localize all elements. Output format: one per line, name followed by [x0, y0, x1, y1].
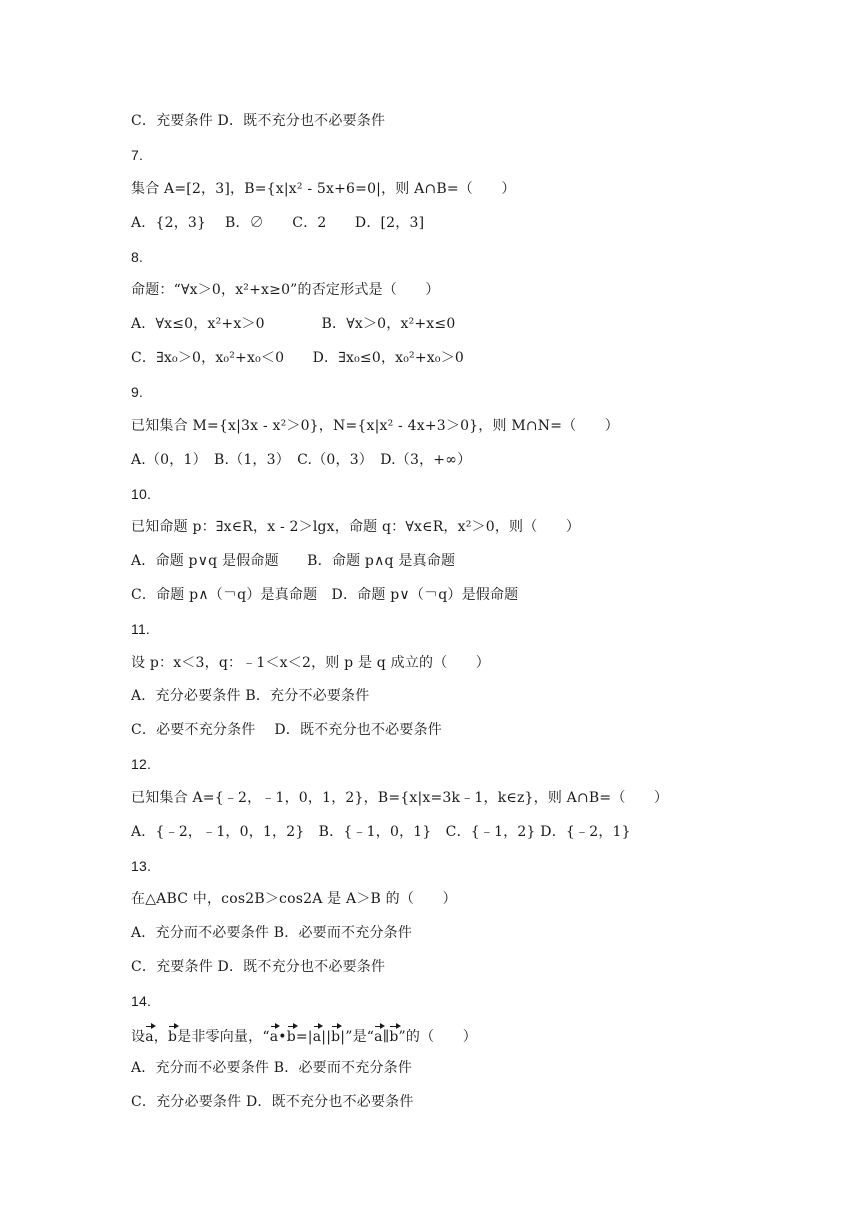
q14-mid1: 是非零向量，“ — [177, 1029, 270, 1045]
q9-stem: 已知集合 M={x|3x - x²＞0}，N={x|x² - 4x+3＞0}，则 M∩N=（ ） — [131, 418, 619, 434]
q14-suffix: ”的（ ） — [398, 1029, 477, 1045]
q12-options: A．{﹣2，﹣1，0，1，2} B．{﹣1，0，1} C．{﹣1，2} D．{﹣2，1} — [131, 824, 631, 840]
q10-number: 10. — [131, 486, 152, 502]
q6-options-cd: C．充要条件 D．既不充分也不必要条件 — [131, 113, 386, 129]
q8-stem: 命题：“∀x＞0，x²+x≥0”的否定形式是（ ） — [131, 282, 440, 298]
q14-mid2: |”是“ — [340, 1029, 375, 1045]
vector-b-norm: b — [331, 1024, 340, 1046]
q8-number: 8. — [131, 249, 144, 265]
q7-options: A．{2，3} B．∅ C．2 D．[2，3] — [131, 215, 425, 231]
q14-bars: || — [321, 1029, 332, 1045]
vector-b-dot: b — [287, 1024, 296, 1046]
q9-options: A.（0，1） B.（1，3） C.（0，3） D.（3，+∞） — [131, 452, 472, 468]
q14-options-cd: C．充分必要条件 D．既不充分也不必要条件 — [131, 1094, 414, 1110]
q14-comma: ， — [153, 1029, 168, 1045]
q8-options-cd: C．∃x₀＞0，x₀²+x₀＜0 D．∃x₀≤0，x₀²+x₀＞0 — [131, 350, 465, 366]
q11-options-ab: A．充分必要条件 B．充分不必要条件 — [131, 688, 370, 704]
q8-options-ab: A．∀x≤0，x²+x＞0 B．∀x＞0，x²+x≤0 — [131, 316, 456, 332]
q13-number: 13. — [131, 858, 152, 874]
q12-stem: 已知集合 A={﹣2，﹣1，0，1，2}，B={x|x=3k﹣1，k∈z}，则 A∩B=（ ） — [131, 790, 669, 806]
vector-a-norm: a — [313, 1024, 322, 1046]
q9-number: 9. — [131, 384, 144, 400]
vector-b: b — [168, 1024, 177, 1046]
q14-stem — [131, 1024, 477, 1046]
q14-dot: • — [278, 1029, 287, 1045]
q14-prefix: 设 — [131, 1029, 146, 1045]
q14-eq: =| — [295, 1029, 313, 1045]
q14-parallel: ∥ — [382, 1029, 390, 1045]
q12-number: 12. — [131, 756, 152, 772]
q14-options-ab: A．充分而不必要条件 B．必要而不充分条件 — [131, 1060, 413, 1076]
q7-stem: 集合 A=[2，3]，B={x|x² - 5x+6=0|，则 A∩B=（ ） — [131, 181, 516, 197]
q11-stem: 设 p：x＜3，q：﹣1＜x＜2，则 p 是 q 成立的（ ） — [131, 655, 491, 671]
q10-options-cd: C．命题 p∧（￢q）是真命题 D．命题 p∨（￢q）是假命题 — [131, 587, 519, 603]
q11-options-cd: C．必要不充分条件 D．既不充分也不必要条件 — [131, 722, 442, 738]
q13-options-cd: C．充要条件 D．既不充分也不必要条件 — [131, 959, 386, 975]
q7-number: 7. — [131, 147, 144, 163]
vector-a-parallel: a — [374, 1024, 383, 1046]
q11-number: 11. — [131, 621, 151, 637]
q13-stem: 在△ABC 中，cos2B＞cos2A 是 A＞B 的（ ） — [131, 891, 457, 907]
q10-options-ab: A．命题 p∨q 是假命题 B．命题 p∧q 是真命题 — [131, 553, 456, 569]
q14-number: 14. — [131, 993, 152, 1009]
q10-stem: 已知命题 p：∃x∈R，x - 2＞lgx，命题 q：∀x∈R，x²＞0，则（ ） — [131, 519, 581, 535]
vector-a-dot: a — [270, 1024, 279, 1046]
vector-a: a — [145, 1024, 154, 1046]
q13-options-ab: A．充分而不必要条件 B．必要而不充分条件 — [131, 925, 413, 941]
vector-b-parallel: b — [389, 1024, 398, 1046]
